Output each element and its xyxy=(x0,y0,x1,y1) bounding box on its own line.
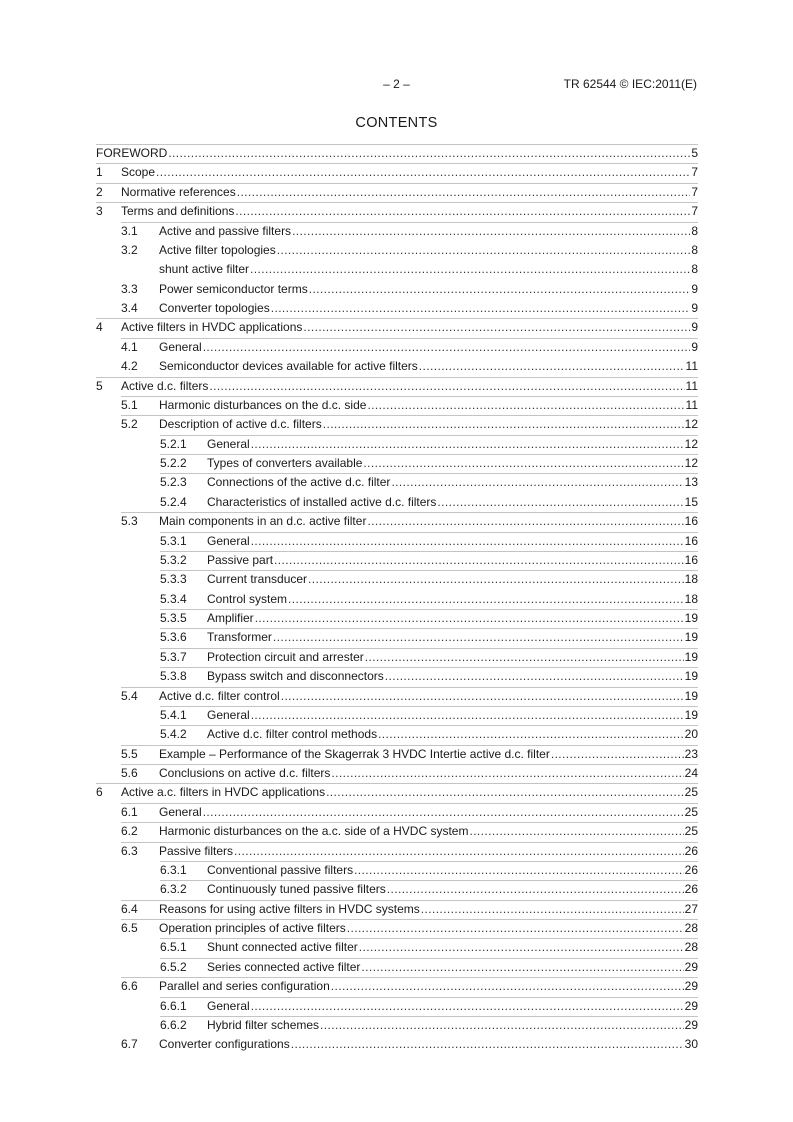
toc-entry-page: 16 xyxy=(684,552,698,567)
toc-leader-dots xyxy=(235,202,690,221)
toc-entry-number: 6.3.2 xyxy=(160,882,187,897)
toc-rule xyxy=(121,977,698,978)
toc-entry-page: 16 xyxy=(684,533,698,548)
toc-entry-title: Protection circuit and arrester xyxy=(207,649,364,664)
toc-entry-page: 9 xyxy=(691,281,698,296)
toc-leader-dots xyxy=(209,377,684,396)
page-number: – 2 – xyxy=(383,77,410,91)
toc-entry[interactable] xyxy=(96,202,698,221)
toc-entry-title: General xyxy=(159,339,202,354)
toc-leader-dots xyxy=(363,454,683,473)
toc-entry-number: 6.7 xyxy=(121,1037,138,1052)
toc-leader-dots xyxy=(551,745,684,764)
toc-rule xyxy=(96,318,698,319)
toc-entry-title: Active d.c. filter control xyxy=(159,688,280,703)
toc-rule xyxy=(96,377,698,378)
toc-entry-title: Description of active d.c. filters xyxy=(159,417,322,432)
toc-rule xyxy=(121,222,698,223)
toc-rule xyxy=(160,570,698,571)
toc-entry-page: 15 xyxy=(684,494,698,509)
toc-entry-page: 9 xyxy=(691,301,698,315)
toc-entry-page: 19 xyxy=(684,649,698,664)
toc-entry[interactable] xyxy=(96,163,698,182)
toc-entry-number: 5.2.3 xyxy=(160,475,187,490)
toc-entry[interactable] xyxy=(96,822,698,841)
toc-rule xyxy=(160,706,698,707)
toc-entry[interactable] xyxy=(96,977,698,996)
toc-leader-dots xyxy=(365,648,684,667)
toc-leader-dots xyxy=(309,280,691,299)
toc-entry-number: 3.2 xyxy=(121,242,138,257)
toc-entry-title: Types of converters available xyxy=(207,456,363,470)
toc-entry-title: Characteristics of installed active d.c. filters xyxy=(207,494,437,509)
toc-entry-page: 11 xyxy=(685,378,698,393)
toc-entry-page: 18 xyxy=(684,572,698,587)
toc-entry-number: 5.2 xyxy=(121,417,138,432)
toc-leader-dots xyxy=(354,861,684,880)
toc-rule xyxy=(121,512,698,513)
toc-rule xyxy=(160,880,698,881)
toc-rule xyxy=(96,144,698,145)
toc-leader-dots xyxy=(367,512,683,531)
toc-entry-page: 20 xyxy=(684,727,698,742)
toc-entry-page: 25 xyxy=(684,824,698,839)
toc-entry-title: Conclusions on active d.c. filters xyxy=(159,766,331,780)
toc-entry-page: 7 xyxy=(691,184,698,199)
toc-entry-title: Transformer xyxy=(207,630,272,645)
toc-entry-page: 25 xyxy=(684,785,698,800)
toc-entry-page: 11 xyxy=(685,359,698,374)
toc-entry-number: 5.4.1 xyxy=(160,707,187,722)
toc-entry-page: 19 xyxy=(684,630,698,645)
toc-entry-title: Operation principles of active filters xyxy=(159,921,346,935)
toc-entry[interactable] xyxy=(96,493,698,512)
toc-entry-number: 3.4 xyxy=(121,301,138,315)
toc-entry-number: 5.4 xyxy=(121,688,138,703)
toc-entry-title: Active a.c. filters in HVDC applications xyxy=(121,785,326,800)
toc-entry-page: 8 xyxy=(691,262,698,277)
toc-entry-number: 6.5 xyxy=(121,921,138,935)
toc-entry-title: Power semiconductor terms xyxy=(159,281,308,296)
toc-rule xyxy=(96,183,698,184)
toc-rule xyxy=(160,532,698,533)
toc-leader-dots xyxy=(308,570,684,589)
toc-rule xyxy=(160,958,698,959)
toc-leader-dots xyxy=(168,144,690,163)
toc-entry-title: Parallel and series configuration xyxy=(159,979,330,994)
toc-entry-title: General xyxy=(159,804,202,819)
toc-entry-page: 19 xyxy=(684,669,698,684)
toc-entry[interactable] xyxy=(96,299,698,318)
toc-entry-number: 5.5 xyxy=(121,746,138,761)
toc-leader-dots xyxy=(378,725,684,744)
toc-entry-number: 6.6 xyxy=(121,979,138,994)
toc-entry-title: Active filter topologies xyxy=(159,242,276,257)
toc-entry-number: 5.3.6 xyxy=(160,630,187,645)
toc-leader-dots xyxy=(281,687,684,706)
toc-entry-number: 6.5.1 xyxy=(160,940,187,955)
toc-rule xyxy=(121,803,698,804)
toc-entry-number: 5.2.1 xyxy=(160,436,187,451)
toc-entry-title: Harmonic disturbances on the d.c. side xyxy=(159,397,367,412)
toc-entry-title: shunt active filter xyxy=(159,262,250,277)
toc-rule xyxy=(121,900,698,901)
toc-leader-dots xyxy=(255,609,684,628)
toc-entry-page: 19 xyxy=(684,688,698,703)
toc-rule xyxy=(160,997,698,998)
toc-entry-number: 6 xyxy=(96,785,103,800)
toc-rule xyxy=(160,473,698,474)
toc-leader-dots xyxy=(251,706,684,725)
toc-rule xyxy=(160,609,698,610)
page-title: CONTENTS xyxy=(355,115,438,131)
toc-rule xyxy=(121,842,698,843)
toc-entry-page: 8 xyxy=(691,242,698,257)
toc-entry-number: 5.1 xyxy=(121,397,138,412)
toc-entry[interactable] xyxy=(96,473,698,492)
toc-entry[interactable] xyxy=(96,144,698,163)
toc-entry[interactable] xyxy=(96,435,698,454)
toc-leader-dots xyxy=(359,938,684,957)
toc-entry-page: 29 xyxy=(684,979,698,994)
toc-leader-dots xyxy=(203,338,691,357)
toc-entry-number: 5.6 xyxy=(121,766,138,780)
toc-entry[interactable] xyxy=(96,415,698,434)
toc-entry-number: 5.3 xyxy=(121,514,138,529)
toc-leader-dots xyxy=(391,473,683,492)
toc-entry[interactable] xyxy=(96,357,698,376)
toc-entry-number: 5.3.4 xyxy=(160,591,187,606)
toc-entry[interactable] xyxy=(96,280,698,299)
toc-entry-page: 25 xyxy=(684,804,698,819)
toc-entry-page: 29 xyxy=(684,959,698,974)
toc-rule xyxy=(160,725,698,726)
toc-entry-title: General xyxy=(207,707,250,722)
toc-entry[interactable] xyxy=(96,803,698,822)
toc-entry[interactable] xyxy=(96,183,698,202)
toc-entry-page: 9 xyxy=(691,339,698,354)
toc-entry-page: 26 xyxy=(684,862,698,877)
toc-entry-page: 26 xyxy=(684,882,698,897)
toc-leader-dots xyxy=(234,842,684,861)
toc-leader-dots xyxy=(331,977,684,996)
toc-entry-number: 6.4 xyxy=(121,901,138,916)
toc-entry-number: 5.3.7 xyxy=(160,649,187,664)
toc-entry-page: 29 xyxy=(684,1017,698,1032)
toc-leader-dots xyxy=(237,183,691,202)
toc-leader-dots xyxy=(347,919,684,938)
toc-entry[interactable] xyxy=(96,667,698,686)
toc-leader-dots xyxy=(419,357,685,376)
toc-entry-title: General xyxy=(207,533,250,548)
toc-entry-page: 30 xyxy=(684,1037,698,1052)
toc-entry[interactable] xyxy=(96,745,698,764)
toc-entry[interactable] xyxy=(96,725,698,744)
toc-entry[interactable] xyxy=(96,1016,698,1035)
toc-entry-title: Series connected active filter xyxy=(207,959,361,974)
toc-leader-dots xyxy=(203,803,684,822)
toc-entry-title: Converter topologies xyxy=(159,301,270,315)
toc-entry[interactable] xyxy=(96,590,698,609)
toc-entry[interactable] xyxy=(96,900,698,919)
toc-entry[interactable] xyxy=(96,764,698,783)
toc-entry-title: Active and passive filters xyxy=(159,223,292,238)
toc-rule xyxy=(160,628,698,629)
toc-entry-number: 4.1 xyxy=(121,339,138,354)
toc-rule xyxy=(96,163,698,164)
toc-entry-number: 3.1 xyxy=(121,223,138,238)
toc-entry-page: 29 xyxy=(684,998,698,1013)
toc-rule xyxy=(160,551,698,552)
toc-entry-title: Active d.c. filters xyxy=(121,378,209,393)
toc-entry-title: Control system xyxy=(207,591,288,606)
toc-entry-title: Amplifier xyxy=(207,611,254,625)
toc-entry-title: Active filters in HVDC applications xyxy=(121,320,303,335)
toc-entry[interactable] xyxy=(96,861,698,880)
toc-rule xyxy=(160,435,698,436)
toc-entry-title: Terms and definitions xyxy=(121,204,235,219)
toc-entry[interactable] xyxy=(96,377,698,396)
toc-entry-page: 27 xyxy=(684,901,698,916)
toc-entry-title: Hybrid filter schemes xyxy=(207,1017,320,1032)
toc-leader-dots xyxy=(437,493,683,512)
toc-leader-dots xyxy=(361,958,683,977)
toc-entry-number: 4.2 xyxy=(121,359,138,374)
toc-leader-dots xyxy=(274,551,684,570)
toc-entry-title: Passive part xyxy=(207,552,274,567)
toc-entry-number: 2 xyxy=(96,184,103,199)
toc-entry-number: 5.4.2 xyxy=(160,727,187,742)
toc-leader-dots xyxy=(251,532,684,551)
toc-entry-number: 5.3.8 xyxy=(160,669,187,684)
toc-entry[interactable] xyxy=(96,842,698,861)
toc-entry-title: General xyxy=(207,998,250,1013)
toc-entry-title: Normative references xyxy=(121,184,236,199)
toc-entry-title: Converter configurations xyxy=(159,1037,290,1052)
toc-leader-dots xyxy=(469,822,683,841)
toc-entry-number: 4 xyxy=(96,320,103,335)
toc-rule xyxy=(160,1016,698,1017)
toc-entry-title: Reasons for using active filters in HVDC systems xyxy=(159,901,420,916)
toc-leader-dots xyxy=(277,241,691,260)
toc-entry-title: Connections of the active d.c. filter xyxy=(207,475,391,490)
toc-entry-page: 12 xyxy=(684,436,698,451)
toc-leader-dots xyxy=(273,628,684,647)
toc-entry-number: 6.5.2 xyxy=(160,959,187,974)
toc-leader-dots xyxy=(326,783,684,802)
toc-entry-title: General xyxy=(207,436,250,451)
toc-entry[interactable] xyxy=(96,687,698,706)
toc-entry[interactable] xyxy=(96,919,698,938)
toc-entry-number: 5 xyxy=(96,378,103,393)
toc-entry-number: 6.6.2 xyxy=(160,1017,187,1032)
toc-entry-page: 19 xyxy=(684,707,698,722)
toc-rule xyxy=(121,396,698,397)
toc-entry-title: FOREWORD xyxy=(96,146,168,160)
toc-entry-number: 5.3.3 xyxy=(160,572,187,587)
toc-rule xyxy=(160,667,698,668)
toc-rule xyxy=(160,938,698,939)
toc-rule xyxy=(121,687,698,688)
toc-entry-page: 26 xyxy=(684,843,698,858)
toc-entry-number: 6.3 xyxy=(121,843,138,858)
toc-entry-title: Example – Performance of the Skagerrak 3 HVDC Intertie active d.c. filter xyxy=(159,746,550,761)
toc-entry-title: Shunt connected active filter xyxy=(207,940,358,955)
table-of-contents xyxy=(96,144,698,1055)
toc-entry[interactable] xyxy=(96,997,698,1016)
toc-leader-dots xyxy=(421,900,684,919)
toc-entry-number: 5.2.2 xyxy=(160,456,187,470)
toc-entry[interactable] xyxy=(96,1035,698,1054)
toc-rule xyxy=(121,338,698,339)
toc-leader-dots xyxy=(331,764,683,783)
toc-entry[interactable] xyxy=(96,318,698,337)
toc-entry-title: Scope xyxy=(121,165,156,180)
toc-entry[interactable] xyxy=(96,880,698,899)
toc-entry[interactable] xyxy=(96,260,698,279)
toc-rule xyxy=(121,919,698,920)
toc-rule xyxy=(160,861,698,862)
toc-entry[interactable] xyxy=(96,783,698,802)
toc-entry[interactable] xyxy=(96,570,698,589)
toc-entry-page: 19 xyxy=(684,611,698,625)
toc-leader-dots xyxy=(271,299,691,318)
toc-entry[interactable] xyxy=(96,512,698,531)
toc-rule xyxy=(96,202,698,203)
toc-leader-dots xyxy=(292,222,690,241)
toc-entry[interactable] xyxy=(96,706,698,725)
toc-leader-dots xyxy=(323,415,684,434)
toc-entry-page: 11 xyxy=(685,397,698,412)
toc-entry[interactable] xyxy=(96,454,698,473)
toc-entry[interactable] xyxy=(96,938,698,957)
toc-entry-page: 7 xyxy=(691,204,698,219)
toc-entry-number: 6.3.1 xyxy=(160,862,187,877)
toc-entry-page: 23 xyxy=(684,746,698,761)
toc-entry-page: 13 xyxy=(684,475,698,490)
toc-entry-number: 6.1 xyxy=(121,804,138,819)
toc-entry[interactable] xyxy=(96,648,698,667)
toc-rule xyxy=(96,783,698,784)
toc-leader-dots xyxy=(387,880,684,899)
toc-entry-page: 12 xyxy=(684,417,698,432)
toc-entry-number: 6.6.1 xyxy=(160,998,187,1013)
toc-entry[interactable] xyxy=(96,222,698,241)
toc-entry-page: 18 xyxy=(684,591,698,606)
toc-entry-title: Main components in an d.c. active filter xyxy=(159,514,367,529)
toc-entry-title: Harmonic disturbances on the a.c. side of a HVDC system xyxy=(159,824,469,839)
toc-entry-page: 9 xyxy=(691,320,698,335)
toc-rule xyxy=(121,415,698,416)
toc-entry-title: Bypass switch and disconnectors xyxy=(207,669,384,684)
toc-leader-dots xyxy=(385,667,684,686)
toc-leader-dots xyxy=(250,260,690,279)
toc-entry-page: 28 xyxy=(684,940,698,955)
toc-entry[interactable] xyxy=(96,958,698,977)
toc-leader-dots xyxy=(303,318,690,337)
toc-entry-page: 28 xyxy=(684,921,698,935)
toc-entry-number: 6.2 xyxy=(121,824,138,839)
toc-entry-title: Active d.c. filter control methods xyxy=(207,727,378,742)
toc-rule xyxy=(121,745,698,746)
toc-entry-title: Continuously tuned passive filters xyxy=(207,882,386,897)
toc-entry-page: 7 xyxy=(691,165,698,180)
toc-entry-number: 1 xyxy=(96,165,103,180)
toc-entry[interactable] xyxy=(96,241,698,260)
toc-entry[interactable] xyxy=(96,338,698,357)
toc-leader-dots xyxy=(251,435,684,454)
toc-leader-dots xyxy=(251,997,684,1016)
toc-rule xyxy=(121,822,698,823)
toc-entry-page: 8 xyxy=(691,223,698,238)
toc-entry[interactable] xyxy=(96,532,698,551)
document-id: TR 62544 © IEC:2011(E) xyxy=(563,77,697,91)
toc-leader-dots xyxy=(156,163,690,182)
toc-entry-number: 5.3.5 xyxy=(160,611,187,625)
toc-leader-dots xyxy=(288,590,684,609)
toc-entry-page: 12 xyxy=(684,456,698,470)
toc-rule xyxy=(160,648,698,649)
toc-entry-number: 5.2.4 xyxy=(160,494,187,509)
toc-leader-dots xyxy=(291,1035,684,1054)
toc-entry-title: Conventional passive filters xyxy=(207,862,354,877)
toc-entry-number: 5.3.1 xyxy=(160,533,187,548)
toc-entry-number: 3 xyxy=(96,204,103,219)
toc-entry-page: 16 xyxy=(684,514,698,529)
toc-entry-number: 3.3 xyxy=(121,281,138,296)
toc-entry-title: Passive filters xyxy=(159,843,234,858)
toc-entry[interactable] xyxy=(96,628,698,647)
toc-entry[interactable] xyxy=(96,609,698,628)
toc-leader-dots xyxy=(320,1016,684,1035)
toc-entry-title: Current transducer xyxy=(207,572,308,587)
toc-entry[interactable] xyxy=(96,396,698,415)
toc-rule xyxy=(160,454,698,455)
toc-entry-title: Semiconductor devices available for active filters xyxy=(159,359,418,374)
toc-entry-number: 5.3.2 xyxy=(160,552,187,567)
toc-rule xyxy=(121,764,698,765)
toc-entry-page: 24 xyxy=(684,766,698,780)
toc-leader-dots xyxy=(367,396,684,415)
toc-entry-page: 5 xyxy=(691,146,698,160)
toc-entry[interactable] xyxy=(96,551,698,570)
